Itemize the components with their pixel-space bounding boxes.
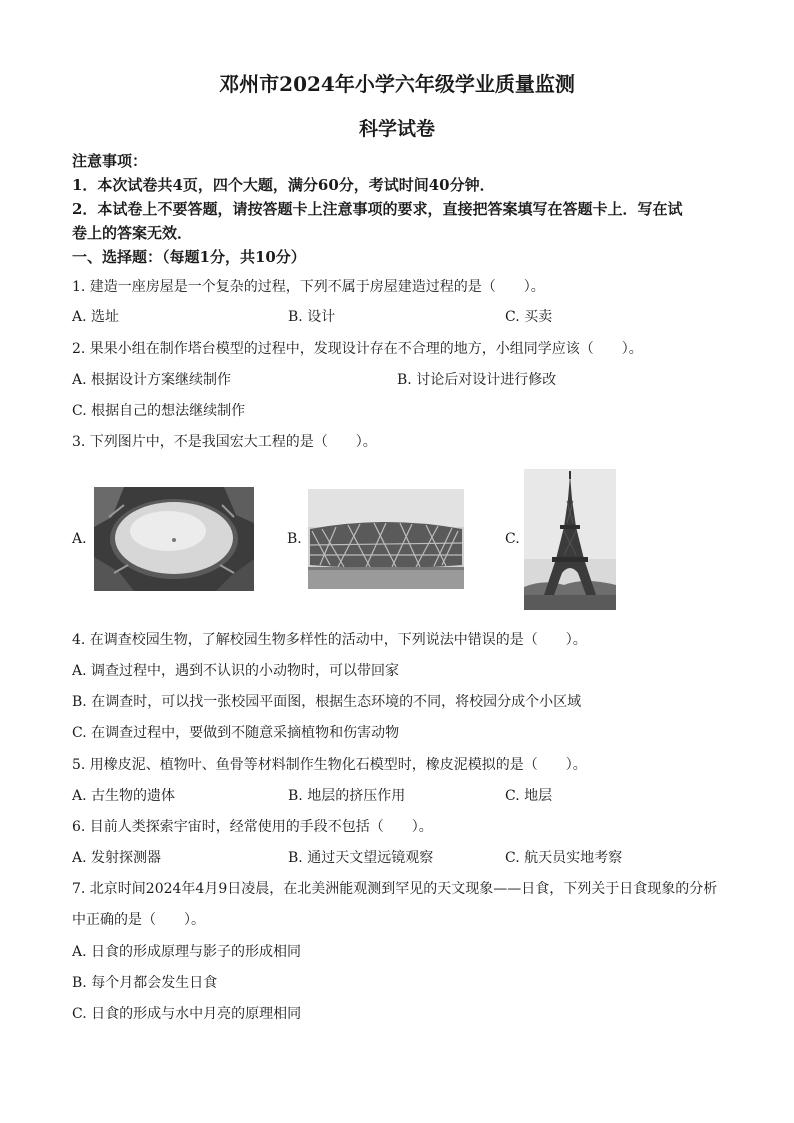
notice-item-2-line-1: 2．本试卷上不要答题，请按答题卡上注意事项的要求，直接把答案填写在答题卡上．写在试 [72,200,683,218]
question-3-stem: 3. 下列图片中，不是我国宏大工程的是（ ）。 [72,434,377,450]
question-7-option-a: A. 日食的形成原理与影子的形成相同 [72,944,302,960]
question-6-option-b: B. 通过天文望远镜观察 [288,850,434,866]
question-1-option-b: B. 设计 [288,309,336,325]
question-2-stem: 2. 果果小组在制作塔台模型的过程中，发现设计存在不合理的地方，小组同学应该（ ）。 [72,341,643,357]
question-2-option-a: A. 根据设计方案继续制作 [72,372,232,388]
question-4-option-c: C. 在调查过程中，要做到不随意采摘植物和伤害动物 [72,725,400,741]
question-2-option-b: B. 讨论后对设计进行修改 [397,372,557,388]
question-7-stem-line-1: 7. 北京时间2024年4月9日凌晨，在北美洲能观测到罕见的天文现象——日食，下列关于日食现象的分析 [72,881,718,897]
page-subtitle: 科学试卷 [358,118,435,140]
question-5-option-b: B. 地层的挤压作用 [288,788,406,804]
question-4-option-b: B. 在调查时，可以找一张校园平面图，根据生态环境的不同，将校园分成个小区域 [72,694,582,710]
radio-telescope-image [94,487,254,591]
question-5-option-c: C. 地层 [505,788,553,804]
question-3-option-a-label: A. [72,531,87,547]
question-7-stem-line-2: 中正确的是（ ）。 [72,912,205,928]
eiffel-tower-image [524,469,616,610]
notice-item-1: 1．本次试卷共4页，四个大题，满分60分，考试时间40分钟． [72,176,495,194]
question-1-stem: 1. 建造一座房屋是一个复杂的过程，下列不属于房屋建造过程的是（ ）。 [72,279,545,295]
question-3-option-c-label: C. [505,531,520,547]
question-6-option-a: A. 发射探测器 [72,850,162,866]
question-4-option-a: A. 调查过程中，遇到不认识的小动物时，可以带回家 [72,663,400,679]
question-5-stem: 5. 用橡皮泥、植物叶、鱼骨等材料制作生物化石模型时，橡皮泥模拟的是（ ）。 [72,757,587,773]
question-1-option-c: C. 买卖 [505,309,553,325]
question-5-option-a: A. 古生物的遗体 [72,788,176,804]
notice-heading: 注意事项： [72,152,148,170]
question-6-option-c: C. 航天员实地考察 [505,850,623,866]
question-2-option-c: C. 根据自己的想法继续制作 [72,403,246,419]
birds-nest-stadium-image [308,489,464,589]
question-1-option-a: A. 选址 [72,309,120,325]
question-4-stem: 4. 在调查校园生物，了解校园生物多样性的活动中，下列说法中错误的是（ ）。 [72,632,587,648]
question-7-option-b: B. 每个月都会发生日食 [72,975,218,991]
page-title: 邓州市2024年小学六年级学业质量监测 [219,72,575,96]
question-7-option-c: C. 日食的形成与水中月亮的原理相同 [72,1006,302,1022]
notice-item-2-line-2: 卷上的答案无效． [72,224,193,242]
section-heading: 一、选择题：（每题1分，共10分） [72,248,306,266]
question-6-stem: 6. 目前人类探索宇宙时，经常使用的手段不包括（ ）。 [72,819,433,835]
question-3-option-b-label: B. [287,531,302,547]
